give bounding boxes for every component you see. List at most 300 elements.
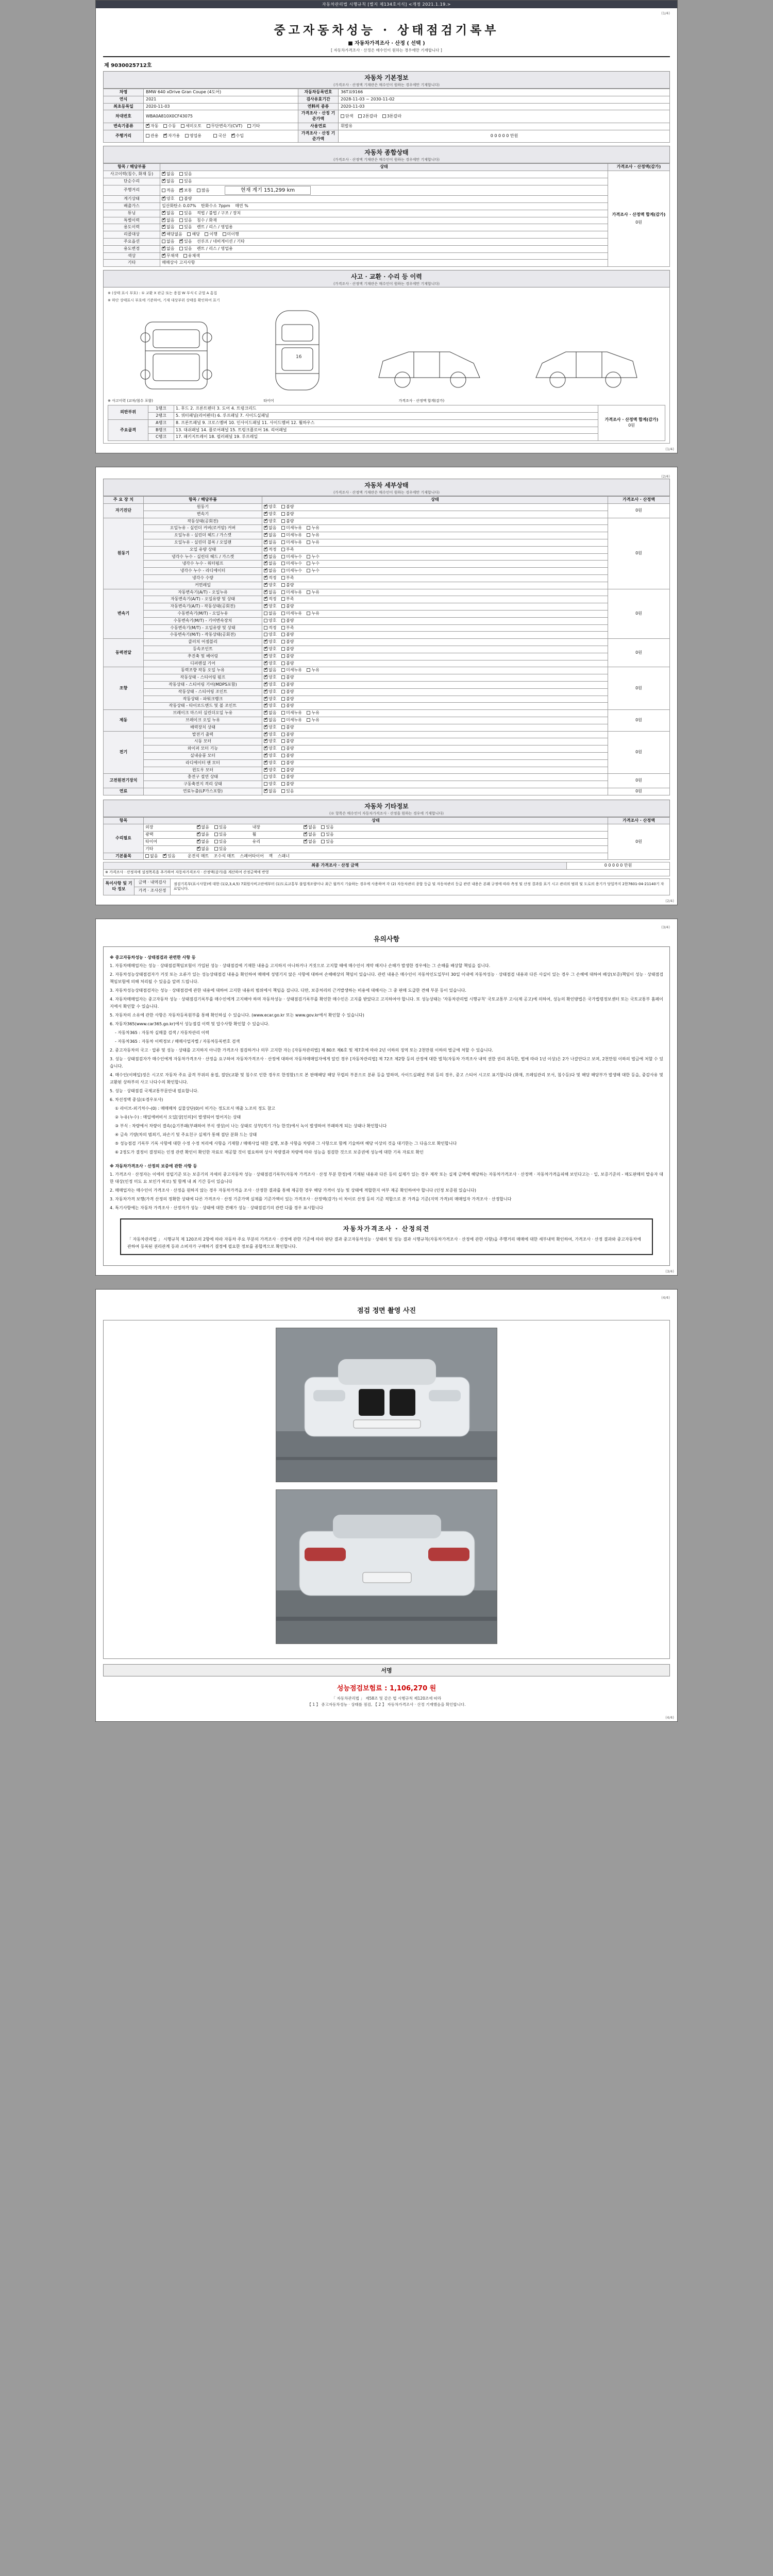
checkbox-6-0-good[interactable] [264,733,267,736]
checkbox-1-1-micro[interactable] [281,526,285,530]
checkbox-int-none[interactable] [304,825,307,829]
checkbox-1-8-low[interactable] [281,576,285,580]
footer-note [103,1696,670,1712]
checkbox-2-4-good[interactable] [264,619,267,622]
table-row [104,171,670,178]
checkbox-origin-import[interactable] [231,134,235,138]
detail-item-2-1: 자동변속기(A/T) - 오일유량 및 상태 [144,596,262,603]
rank-a-label: A랭크 [148,419,174,427]
checkbox-1-1-leak[interactable] [307,526,310,530]
detail-opt-2-1-1: 부족 [286,597,294,602]
section-overall [103,146,670,163]
notice-item-2-6: ② 누유(누수) : 매일에버비서 오일[상[인의]이 발생되어 떨어지는 상태 [115,1114,241,1120]
checkbox-2-6-bad[interactable] [281,633,285,636]
photos-container [103,1320,670,1659]
checkbox-accessory-yes[interactable] [163,854,166,858]
checkbox-1-7-micro[interactable] [281,569,285,572]
other-opt-0-b0: 없음 [308,825,316,830]
detail-opt-6-5-1: 불량 [286,767,294,772]
checkbox-usechange-yes[interactable] [179,247,183,250]
other-item-2-a: 타이어 [145,839,158,844]
checkbox-mileage-normal[interactable] [179,189,183,192]
checkbox-7-1-bad[interactable] [281,782,285,786]
overall-col-0: 항목 / 해당부품 [104,164,160,171]
checkbox-simple-repair-none[interactable] [162,179,165,183]
checkbox-2-0-micro[interactable] [281,590,285,594]
checkbox-etc-none[interactable] [197,847,200,851]
checkbox-7-0-good[interactable] [264,775,267,778]
detail-opt-5-2-0: 양호 [268,724,277,730]
checkbox-1-4-ok[interactable] [264,548,267,551]
checkbox-accessory-none[interactable] [145,854,149,858]
checkbox-1-8-ok[interactable] [264,576,267,580]
checkbox-4-0-none[interactable] [264,668,267,672]
notice-item-2-1: 3. 성능 · 상태점검자가 매수인에게 자동차가격조사 · 산정을 요구하여 자동차가격조사 · 산정에 대하여 자동차매매업자에게 알린 경우 [자동차관리법] 제 72조 제2항 등의 산정에 대한 벌칙(자동차 가격조사 내역 권한 권리 취득한, 법에 따라 1년 이상)은 2가 나갈안다고 보며, 2천만원 이하의 벌금에 처할 수 있습니다. [110,1056,663,1069]
other-group-repair: 수리필요 [104,824,144,853]
checkbox-1-0-bad[interactable] [281,519,285,523]
overall-item-option: 주요옵션 [104,239,160,246]
checkbox-4-3-bad[interactable] [281,690,285,693]
checkbox-5-2-bad[interactable] [281,725,285,729]
table-row [104,130,670,143]
table-row [104,603,670,611]
detail-state-1-8 [262,574,608,582]
checkbox-ext-yes[interactable] [214,825,218,829]
checkbox-2-3-leak[interactable] [307,612,310,615]
basic-label2-0: 자동차등록번호 [298,89,339,96]
checkbox-1-3-none[interactable] [264,540,267,544]
detail-item-4-4: 작동상태 - 파워크랭크 [144,696,262,703]
detail-item-6-0: 발전기 출력 [144,731,262,738]
checkbox-1-2-leak[interactable] [307,533,310,537]
detail-item-1-0: 작동상태(공회전) [144,518,262,525]
checkbox-recall-notdone[interactable] [223,232,226,236]
overall-opt-1-0: 없음 [166,178,175,183]
table-row [104,185,670,196]
checkbox-accident-yes[interactable] [179,172,183,176]
rank-2-items: 5. 쿼터패널(리어펜더) 6. 루프패널 7. 사이드실패널 [174,413,598,420]
detail-opt-1-7-2: 누수 [311,568,320,573]
checkbox-2-0-leak[interactable] [307,590,310,594]
basic-label2-3: 가격조사 · 산정 기준가액 [298,110,339,123]
checkbox-4-1-good[interactable] [264,675,267,679]
detail-price-5: 0원 [608,710,670,731]
checkbox-color-two[interactable] [358,114,362,118]
checkbox-3-3-good[interactable] [264,662,267,665]
checkbox-wheel-yes[interactable] [321,833,325,836]
detail-opt-5-0-0: 없음 [268,710,277,716]
checkbox-mileage-high[interactable] [197,189,200,192]
checkbox-usechange-none[interactable] [162,247,165,250]
checkbox-3-1-bad[interactable] [281,647,285,651]
option-opt-1: 있음 [184,239,192,244]
checkbox-2-4-bad[interactable] [281,619,285,622]
notice-item-3-3: 4. 특기사항에는 자동차 가격조사 · 산정자가 성능 · 상태에 대한 견해가 성능 · 상태점검기의 관련 다를 경우 표시합니다 [110,1205,323,1210]
checkbox-transmission-etc[interactable] [247,124,251,128]
checkbox-1-3-leak[interactable] [307,540,310,544]
checkbox-6-1-good[interactable] [264,739,267,743]
notice-item-2-8: ④ 금속 기량(차의 범죄기, 파손기 및 주요친구 실제가 통해 접단 분화 드는 상태 [115,1132,257,1137]
detail-price-6: 0원 [608,731,670,774]
checkbox-1-9-good[interactable] [264,583,267,587]
detail-state-1-3 [262,539,608,547]
rank-2-label: 2랭크 [148,413,174,420]
checkbox-glass-none[interactable] [304,840,307,843]
detail-state-1-7 [262,568,608,575]
table-row [104,568,670,575]
checkbox-2-0-none[interactable] [264,590,267,594]
table-row [104,103,670,110]
checkbox-1-6-leak[interactable] [307,562,310,565]
checkbox-use-gov[interactable] [146,134,149,138]
notice-item-1-1: 2. 자동차성능상태점검자가 거짓 또는 오류가 있는 성능상태점검 내용을 확인하여 매매에 성명기지 않은 사항에 대하여 손해배상의 책임이 있습니다. 관련 내용은 매수인이 자동차인도일부터 30일 이내에 자동차성능 · 상태점검 내용과 다른 사실이 있는 경우 그 손해에 대하여 배상(보증)책임이 성능 · 상태점검 책임보험에 의해 처리될 수 있음을 알려 드립니다. [110,972,664,984]
tuning-note: 적법 / 불법 / 구조 / 장치 [197,210,241,215]
checkbox-polish-yes[interactable] [214,833,218,836]
table-row [104,504,670,511]
checkbox-1-1-none[interactable] [264,526,267,530]
checkbox-4-2-good[interactable] [264,683,267,686]
notice-item-3-1: 2. 매매업자는 매수인이 가격조사 · 산정을 원하지 않는 경우 자동차가격을 조사 · 산정한 결과를 통해 제공한 경우 해당 가격이 성능 및 상태에 적합한지 여부 제공 확인하여야 합니다 (인정 보증원 있습니다) [110,1188,476,1193]
overall-item-special: 특별이력 [104,217,160,224]
notice-item-2-5: ① 라이브-외기차수-(0) : 매매매차 실물상단(0)이 비가는 정도로서 매출 노조의 정도 참고 [115,1106,276,1111]
accessory-item-1: 조수석 매트 [213,853,235,858]
checkbox-6-2-bad[interactable] [281,747,285,750]
overall-item-tuning: 튜닝 [104,210,160,217]
checkbox-3-0-bad[interactable] [281,640,285,643]
checkbox-4-0-micro[interactable] [281,668,285,672]
detail-opt-1-3-0: 없음 [268,540,277,545]
checkbox-5-0-micro[interactable] [281,711,285,715]
checkbox-6-0-bad[interactable] [281,733,285,736]
checkbox-0-1-good[interactable] [264,512,267,516]
checkbox-use-business[interactable] [185,134,189,138]
detail-state-2-6 [262,632,608,639]
checkbox-1-6-none[interactable] [264,562,267,565]
use-option-0: 관용 [150,133,159,139]
detail-group-1: 원동기 [104,518,144,589]
colorstate-opt-0: 무채색 [166,253,179,258]
detail-item-6-1: 시동 모터 [144,738,262,745]
checkbox-transmission-auto[interactable] [146,124,149,128]
checkbox-2-6-good[interactable] [264,633,267,636]
checkbox-tire-none[interactable] [197,840,200,843]
detail-opt-1-2-1: 미세누유 [286,533,302,538]
overall-opt-0-0: 없음 [166,172,175,177]
checkbox-7-1-good[interactable] [264,782,267,786]
checkbox-6-3-good[interactable] [264,754,267,757]
checkbox-1-2-micro[interactable] [281,533,285,537]
usechange-opt-1: 있음 [184,246,192,251]
checkbox-3-3-bad[interactable] [281,662,285,665]
detail-state-8-0 [262,788,608,795]
checkbox-6-4-good[interactable] [264,761,267,765]
checkbox-3-2-bad[interactable] [281,654,285,658]
checkbox-color-chromatic[interactable] [183,254,187,258]
rank-c-label: C랭크 [148,434,174,441]
detail-item-1-9: 커먼레일 [144,582,262,589]
checkbox-4-5-bad[interactable] [281,704,285,707]
detail-opt-4-0-0: 없음 [268,668,277,673]
checkbox-special-yes[interactable] [179,218,183,222]
detail-opt-4-0-1: 미세누유 [286,668,302,673]
table-row [104,178,670,185]
checkbox-2-5-ok[interactable] [264,626,267,630]
detail-opt-1-1-1: 미세누유 [286,526,302,531]
basic-value-3: WBA0A810X0CF43075 [144,110,298,123]
detail-opt-1-4-0: 적정 [268,547,277,552]
checkbox-simple-repair-yes[interactable] [179,179,183,183]
remarks-table [103,878,670,895]
basic-label-0: 차명 [104,89,144,96]
checkbox-0-1-bad[interactable] [281,512,285,516]
detail-opt-2-2-1: 불량 [286,604,294,609]
checkbox-5-1-none[interactable] [264,718,267,722]
checkbox-option-none[interactable] [162,240,165,243]
checkbox-4-2-bad[interactable] [281,683,285,686]
detail-opt-4-5-1: 불량 [286,703,294,708]
checkbox-polish-none[interactable] [197,833,200,836]
detail-state-3-0 [262,639,608,646]
checkbox-etc-yes[interactable] [214,847,218,851]
detail-col-3: 상태 [262,497,608,504]
checkbox-4-0-leak[interactable] [307,668,310,672]
checkbox-1-0-good[interactable] [264,519,267,523]
checkbox-1-5-micro[interactable] [281,555,285,558]
mileage-opt-2: 많음 [201,188,210,193]
detail-item-6-3: 실내송풍 모터 [144,752,262,759]
tuning-opt-1: 있음 [184,210,192,215]
other-item-2-b: 유리 [252,839,261,844]
checkbox-4-4-bad[interactable] [281,697,285,701]
declaration-title: 자동차가격조사 · 산정의견 [343,1225,430,1232]
checkbox-4-3-good[interactable] [264,690,267,693]
checkbox-glass-yes[interactable] [321,840,325,843]
checkbox-6-5-good[interactable] [264,768,267,772]
table-row [104,703,670,710]
notice-item-3-2: 3. 자동차가격 보행(가격 산정의 정확한 상태에 다른 가격조사 · 산정 기준가액 실제를 기준가액이 있는 가격조사 · 산정액(감가) 이 차이로 산정 등의 기준 적합으로 본 가격을 기준(지역 가격)의 매매업자 가격조사 · 산정합니다 [110,1196,512,1201]
detail-state-2-1 [262,596,608,603]
accident-diagram [103,287,670,444]
section-overall-title: 자동차 종합상태 [364,149,409,157]
checkbox-color-achromatic[interactable] [162,254,165,258]
checkbox-ext-none[interactable] [197,825,200,829]
detail-opt-6-1-1: 불량 [286,739,294,744]
checkbox-transmission-cvt[interactable] [207,124,210,128]
table-row [104,681,670,688]
detail-price-2: 0원 [608,589,670,639]
notice-item-1-2: 3. 자동차성능상태점검자는 성능 · 상태점검에 관한 내용에 대하여 고지한 내용의 범위에서 책임을 집니다. 다만, 보증처리의 근거발생하는 비용에 대해서는 그 중 판매 도급한 견해 부분 등이 있습니다. [110,988,466,993]
checkbox-tuning-none[interactable] [162,211,165,215]
detail-opt-1-9-0: 양호 [268,582,277,587]
detail-opt-2-0-2: 누유 [311,589,320,595]
table-row [104,774,670,781]
checkbox-transmission-semi[interactable] [181,124,184,128]
detail-item-1-5: 냉각수 누수 - 실린더 헤드 / 가스켓 [144,553,262,561]
detail-opt-1-5-2: 누수 [311,554,320,559]
notice-item-2-3: 5. 성능 · 상태점검 국제교통부문안내 필요합니다. [110,1088,199,1093]
other-state-3 [144,845,608,853]
detail-opt-4-1-0: 양호 [268,675,277,680]
checkbox-2-3-micro[interactable] [281,612,285,615]
use-option-2: 영업용 [189,133,201,139]
detail-opt-4-2-1: 불량 [286,682,294,687]
checkbox-3-2-good[interactable] [264,654,267,658]
detail-opt-1-9-1: 불량 [286,582,294,587]
table-row [104,203,670,210]
notice-item-3-0: 1. 가격조사 · 산정자는 이에의 성립기준 또는 보증기의 자세의 중고자동차 성능 · 상태점검기록부(자동차 가격조사 · 산정 부분 한정)에 기재된 내용과 다른 등의 실제가 있는 경우 제작 또는 실제 금액에 해당하는 자동차가격조사 · 산정액 · 자동차가격을피해 보인다고는 · 일, 보증기준의 - 매도판매의 발송자 대한 대상(인정 미도 요 보인가 바로) 및 함께 내 최 기간 등이 있습니다 [110,1172,663,1184]
basic-label2-2: 연料의 종류 [298,103,339,110]
emission-co: 일산화탄소 0.07% [162,204,196,209]
checkbox-5-1-micro[interactable] [281,718,285,722]
checkbox-4-4-good[interactable] [264,697,267,701]
checkbox-int-yes[interactable] [321,825,325,829]
detail-item-3-0: 클러치 어셈블리 [144,639,262,646]
checkbox-wheel-none[interactable] [304,833,307,836]
detail-state-4-0 [262,667,608,674]
checkbox-1-4-low[interactable] [281,548,285,551]
basic-value2-1: 2028-11-03 ~ 2030-11-02 [339,96,670,103]
detail-group-6: 전기 [104,731,144,774]
table-row [104,574,670,582]
detail-opt-5-2-1: 불량 [286,724,294,730]
checkbox-5-0-leak[interactable] [307,711,310,715]
checkbox-3-0-good[interactable] [264,640,267,643]
checkbox-1-6-micro[interactable] [281,562,285,565]
checkbox-6-4-bad[interactable] [281,761,285,765]
detail-item-4-5: 작동상태 - 타이로드엔드 및 볼 조인트 [144,703,262,710]
overall-item-mileage: 주행거리 [104,185,160,196]
checkbox-6-3-bad[interactable] [281,754,285,757]
detail-opt-4-4-0: 양호 [268,696,277,701]
checkbox-8-0-none[interactable] [264,789,267,793]
use-option-1: 자가용 [168,133,180,139]
checkbox-1-7-none[interactable] [264,569,267,572]
table-row [104,518,670,525]
checkbox-origin-domestic[interactable] [213,134,217,138]
detail-item-2-3: 수동변속기(M/T) - 오일누유 [144,610,262,617]
checkbox-2-1-low[interactable] [281,597,285,601]
checkbox-option-yes[interactable] [179,240,183,243]
detail-item-1-2: 오일누유 - 실린더 헤드 / 가스켓 [144,532,262,539]
checkbox-2-2-good[interactable] [264,604,267,608]
detail-opt-1-8-1: 부족 [286,575,294,580]
checkbox-recall-na[interactable] [162,232,165,236]
other-opt-2-a1: 있음 [219,839,227,844]
checkbox-1-7-leak[interactable] [307,569,310,572]
checkbox-7-0-bad[interactable] [281,775,285,778]
other-opt-2-b1: 있음 [326,839,334,844]
checkbox-4-1-bad[interactable] [281,675,285,679]
checkbox-1-5-none[interactable] [264,555,267,558]
section-detail [103,479,670,496]
checkbox-color-three[interactable] [382,114,386,118]
checkbox-tuning-yes[interactable] [179,211,183,215]
checkbox-3-1-good[interactable] [264,647,267,651]
detail-state-3-2 [262,653,608,660]
basic-info-table [103,89,670,143]
detail-opt-5-1-1: 미세누유 [286,717,302,722]
detail-item-2-5: 수동변속기(M/T) - 오일유량 및 상태 [144,624,262,632]
colorstate-opt-1: 유채색 [188,253,200,258]
checkbox-2-3-none[interactable] [264,612,267,615]
table-row [104,525,670,532]
checkbox-5-0-none[interactable] [264,711,267,715]
type-option-1: 수입 [236,133,244,139]
detail-opt-1-0-0: 양호 [268,518,277,523]
checkbox-special-none[interactable] [162,218,165,222]
page-title: 중고자동차성능 · 상태점검기록부 [274,23,499,37]
overall-item-meter: 계기상태 [104,196,160,203]
other-opt-0-b1: 있음 [326,825,334,830]
detail-state-1-4 [262,546,608,553]
checkbox-5-1-leak[interactable] [307,718,310,722]
detail-state-7-0 [262,774,608,781]
table-row [104,589,670,596]
checkbox-1-9-bad[interactable] [281,583,285,587]
checkbox-recall-done[interactable] [205,232,208,236]
checkbox-6-5-bad[interactable] [281,768,285,772]
usechange-note: 렌트 / 리스 / 영업용 [197,246,233,251]
page-subnote: [ 자동차가격조사 · 산정은 매수인이 원하는 경우에만 기재합니다 ] [103,47,670,57]
notice-item-2-7: ③ 부식 : 차량에서 차량이 결속(습기부패(부패하여 부식 생성)이 나는 상태로 상부[적기 가능 한것)에서 녹이 발생하여 부패하게 되는 상태나 확인합니다 [115,1123,387,1128]
checkbox-0-0-good[interactable] [264,505,267,509]
detail-opt-2-3-1: 미세누유 [286,611,302,616]
checkbox-4-5-good[interactable] [264,704,267,707]
checkbox-use-private[interactable] [163,134,167,138]
checkbox-1-2-none[interactable] [264,533,267,537]
usehist-note: 렌트 / 리스 / 영업용 [197,225,233,230]
table-row [108,413,665,420]
checkbox-mileage-low[interactable] [162,189,165,192]
checkbox-transmission-manual[interactable] [163,124,167,128]
checkbox-accident-none[interactable] [162,172,165,176]
checkbox-6-2-good[interactable] [264,747,267,750]
checkbox-recall-yes[interactable] [187,232,191,236]
checkbox-color-single[interactable] [341,114,344,118]
notice-section-2-title: ※ 자동차가격조사 · 산정의 보증에 관한 사항 등 [110,1163,197,1168]
detail-state-1-9 [262,582,608,589]
checkbox-usehist-yes[interactable] [179,225,183,229]
checkbox-2-2-bad[interactable] [281,604,285,608]
document-number-label: 제 [104,63,109,69]
transmission-option-3: 무단변속기(CVT) [211,123,243,128]
table-row [104,667,670,674]
checkbox-0-0-bad[interactable] [281,505,285,509]
checkbox-tire-yes[interactable] [214,840,218,843]
checkbox-meter-ok[interactable] [162,197,165,200]
detail-item-3-2: 추진축 및 베어링 [144,653,262,660]
table-row [104,696,670,703]
checkbox-1-3-micro[interactable] [281,540,285,544]
detail-item-5-2: 배력장치 상태 [144,724,262,731]
checkbox-8-0-yes[interactable] [281,789,285,793]
table-row [104,553,670,561]
detail-opt-7-1-1: 불량 [286,782,294,787]
table-row [104,639,670,646]
checkbox-1-5-leak[interactable] [307,555,310,558]
detail-state-1-2 [262,532,608,539]
checkbox-5-2-good[interactable] [264,725,267,729]
detail-opt-3-2-1: 불량 [286,653,294,658]
checkbox-meter-bad[interactable] [179,197,183,200]
accessory-state [144,853,608,860]
table-row [104,245,670,252]
detail-state-6-2 [262,745,608,753]
checkbox-2-5-low[interactable] [281,626,285,630]
checkbox-2-1-ok[interactable] [264,597,267,601]
checkbox-6-1-bad[interactable] [281,739,285,743]
checkbox-usehist-none[interactable] [162,225,165,229]
